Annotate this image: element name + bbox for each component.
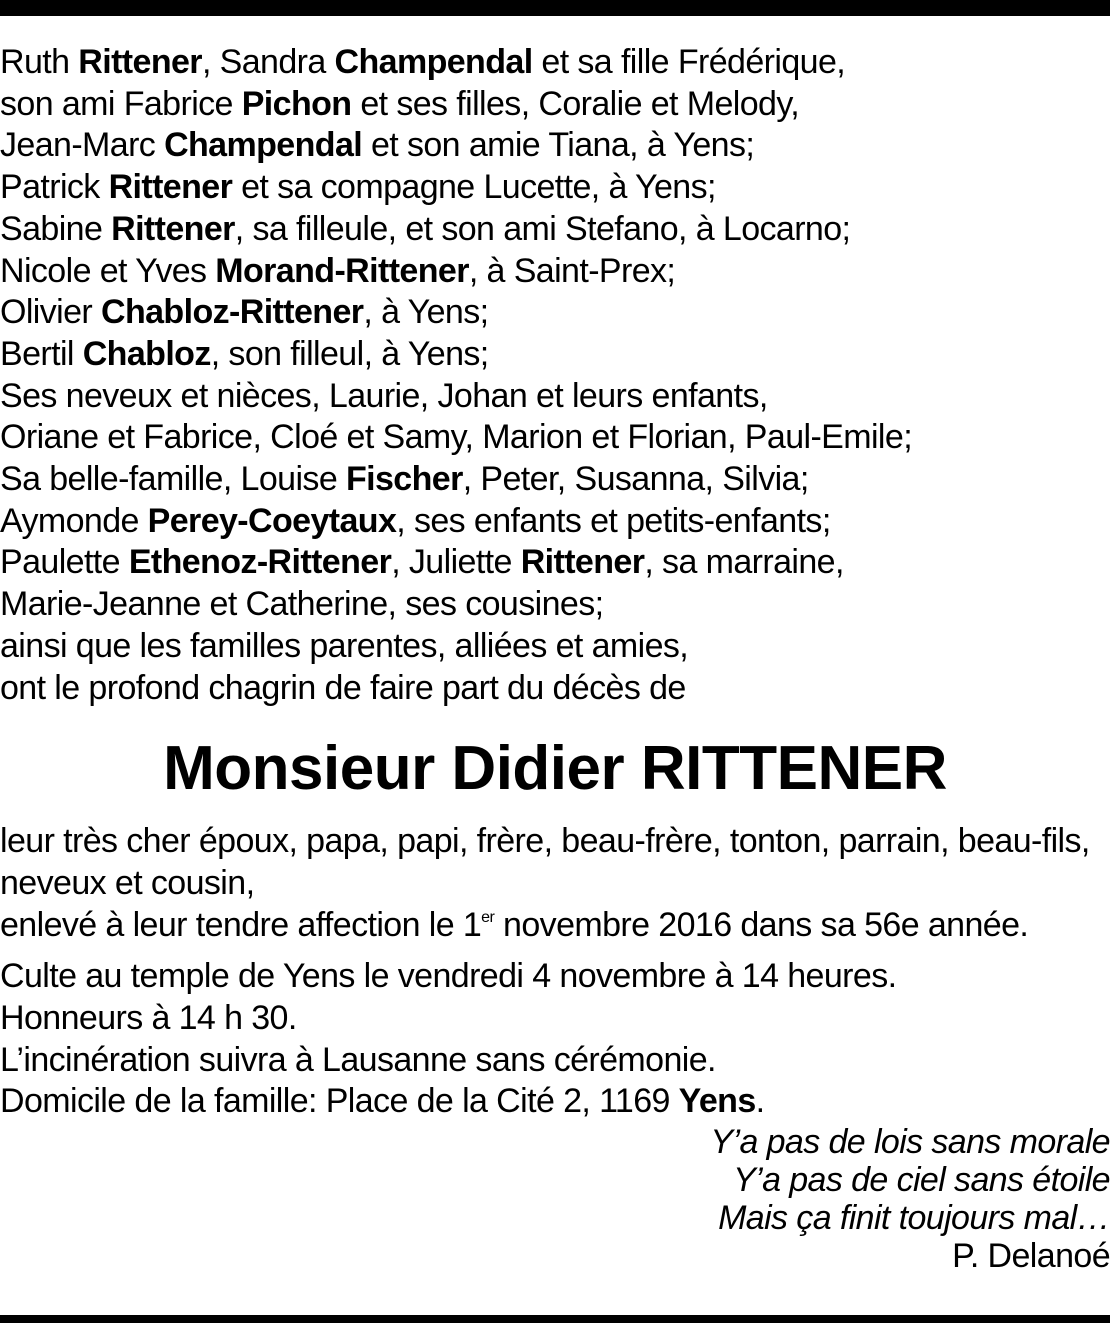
death-notice [0, 42, 1110, 1123]
family-surname: Morand-Rittener [215, 251, 469, 290]
family-text: , Juliette [391, 543, 521, 582]
quote-line: Mais ça finit toujours mal… [718, 1199, 1110, 1237]
family-text: , Sandra [201, 43, 335, 81]
family-surname: Perey-Coeytaux [147, 501, 397, 540]
family-line [0, 42, 1110, 84]
family-surname: Rittener [78, 43, 202, 81]
family-text: , à Yens; [363, 293, 489, 332]
ordinal-suffix: er [481, 908, 495, 926]
family-text: , sa marraine, [644, 543, 844, 582]
family-line [0, 668, 1110, 710]
family-line [0, 501, 1110, 543]
family-line [0, 417, 1110, 459]
eulogy-date-before: enlevé à leur tendre affection le 1 [0, 905, 482, 944]
family-text: Oriane et Fabrice, Cloé et Samy, Marion et Florian, Paul-Emile; [0, 418, 913, 457]
family-line [0, 459, 1110, 501]
address-prefix: Domicile de la famille: Place de la Cité 2, 1169 [0, 1082, 679, 1121]
family-text: Sa belle-famille, Louise [0, 460, 346, 499]
family-text: et sa fille Frédérique, [532, 43, 846, 81]
family-surname: Champendal [164, 126, 363, 165]
family-line [0, 334, 1110, 376]
family-line [0, 376, 1110, 418]
family-surname: Rittener [111, 209, 235, 248]
family-line [0, 209, 1110, 251]
quote-line: Y’a pas de ciel sans étoile [733, 1161, 1110, 1199]
family-surname: Champendal [334, 43, 533, 81]
eulogy-date-line [0, 905, 1110, 947]
family-line [0, 167, 1110, 209]
address-suffix: . [755, 1082, 765, 1121]
family-surname: Chabloz [82, 334, 211, 373]
eulogy-line: neveux et cousin, [0, 863, 255, 902]
family-text: son ami Fabrice [0, 84, 242, 123]
family-text: , à Saint-Prex; [468, 251, 676, 290]
family-surname: Fischer [345, 460, 463, 499]
family-text: Aymonde [0, 501, 148, 540]
family-text: ont le profond chagrin de faire part du décès de [0, 668, 686, 707]
family-line [0, 84, 1110, 126]
family-line [0, 251, 1110, 293]
family-text: Nicole et Yves [0, 251, 216, 290]
eulogy-date-after: novembre 2016 dans sa 56e année. [494, 905, 1029, 944]
family-list [0, 42, 1110, 709]
family-text: Bertil [0, 334, 83, 373]
family-text: Olivier [0, 293, 101, 332]
family-surname: Rittener [108, 168, 233, 207]
family-text: Ses neveux et nièces, Laurie, Johan et leurs enfants, [0, 376, 768, 415]
family-text: Marie-Jeanne et Catherine, ses cousines; [0, 585, 604, 624]
family-text: et son amie Tiana, à Yens; [362, 126, 755, 165]
family-text: , Peter, Susanna, Silvia; [462, 460, 809, 499]
family-line [0, 542, 1110, 584]
service-incineration: L’incinération suivra à Lausanne sans cérémonie. [0, 1040, 716, 1079]
bottom-rule [0, 1315, 1110, 1323]
family-surname: Chabloz-Rittener [101, 293, 364, 332]
family-text: Paulette [0, 543, 129, 582]
family-text: ainsi que les familles parentes, alliées et amies, [0, 626, 689, 665]
family-surname: Ethenoz-Rittener [128, 543, 392, 582]
deceased-name: Monsieur Didier RITTENER [163, 734, 947, 804]
family-line [0, 626, 1110, 668]
closing-quote [710, 1123, 1110, 1275]
family-text: Ruth [0, 43, 79, 81]
family-text: et ses filles, Coralie et Melody, [351, 84, 800, 123]
family-text: , sa filleule, et son ami Stefano, à Locarno; [234, 209, 851, 248]
family-text: et sa compagne Lucette, à Yens; [232, 168, 716, 207]
service-culte: Culte au temple de Yens le vendredi 4 novembre à 14 heures. [0, 957, 897, 996]
service-honneurs: Honneurs à 14 h 30. [0, 999, 297, 1038]
family-text: Jean-Marc [0, 126, 165, 165]
family-address [0, 1081, 1110, 1123]
eulogy-paragraph [0, 821, 1110, 1123]
family-text: , son filleul, à Yens; [210, 334, 489, 373]
family-line [0, 292, 1110, 334]
family-line [0, 584, 1110, 626]
quote-line: Y’a pas de lois sans morale [710, 1123, 1110, 1161]
top-rule [0, 0, 1110, 16]
family-text: Patrick [0, 168, 109, 207]
quote-author: P. Delanoé [952, 1237, 1110, 1275]
eulogy-line: leur très cher époux, papa, papi, frère, beau-frère, tonton, parrain, beau-fils, [0, 822, 1090, 861]
family-line [0, 125, 1110, 167]
address-town: Yens [678, 1082, 756, 1121]
family-text: , ses enfants et petits-enfants; [396, 501, 831, 540]
family-surname: Rittener [520, 543, 645, 582]
family-surname: Pichon [241, 84, 352, 123]
family-text: Sabine [0, 209, 112, 248]
